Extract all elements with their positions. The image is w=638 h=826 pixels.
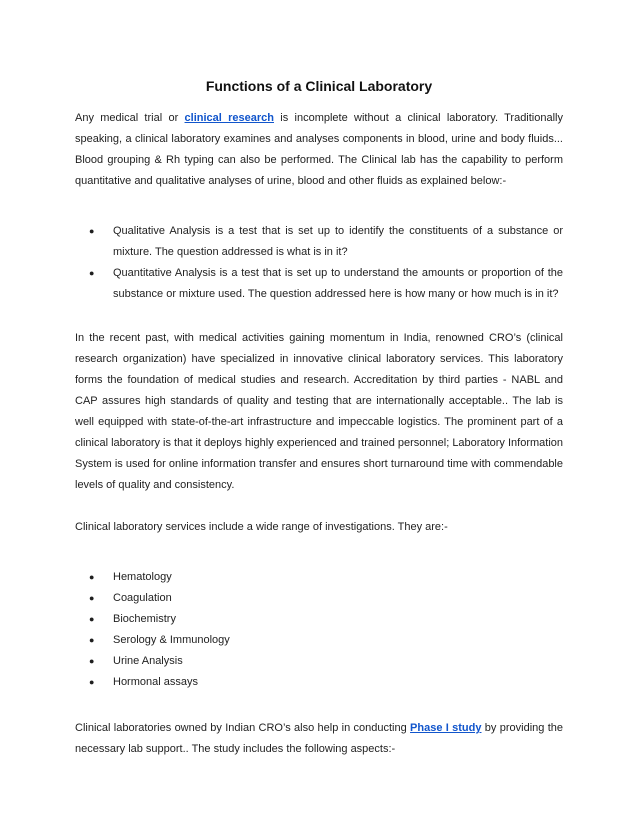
clinical-research-link[interactable]: clinical research bbox=[184, 112, 274, 124]
list-item bbox=[75, 588, 563, 609]
services-intro: Clinical laboratory services include a wide range of investigations. They are:- bbox=[75, 521, 448, 533]
bullet-icon: ● bbox=[89, 226, 95, 236]
analysis-list bbox=[75, 221, 563, 305]
closing-text-end: by providing the necessary lab support.. The study includes the following aspects:- bbox=[75, 722, 563, 755]
list-item bbox=[75, 221, 563, 263]
list-item bbox=[75, 651, 563, 672]
service-item-text: Hormonal assays bbox=[113, 676, 198, 688]
intro-paragraph bbox=[75, 108, 563, 192]
closing-text-start: Clinical laboratories owned by Indian CRO’s also help in conducting bbox=[75, 722, 411, 734]
bullet-icon: ● bbox=[89, 614, 95, 624]
bullet-icon: ● bbox=[89, 635, 95, 645]
closing-paragraph bbox=[75, 718, 563, 760]
page-title: Functions of a Clinical Laboratory bbox=[205, 78, 433, 94]
bullet-icon: ● bbox=[89, 656, 95, 666]
service-item-text: Urine Analysis bbox=[113, 655, 183, 667]
service-item-text: Coagulation bbox=[113, 592, 172, 604]
list-item bbox=[75, 609, 563, 630]
bullet-icon: ● bbox=[89, 268, 95, 278]
document-content bbox=[75, 70, 563, 760]
list-item bbox=[75, 672, 563, 693]
analysis-item-text: Qualitative Analysis is a test that is set up to identify the constituents of a substance or mixture. The question addressed is what is in it? bbox=[113, 225, 563, 258]
bullet-icon: ● bbox=[89, 677, 95, 687]
service-item-text: Biochemistry bbox=[113, 613, 176, 625]
service-item-text: Serology & Immunology bbox=[113, 634, 230, 646]
cro-paragraph: In the recent past, with medical activities gaining momentum in India, renowned CRO’s (clinical research organization) have specialized in innovative clinical laboratory services. This laboratory forms the foundation of medical studies and research. Accreditation by third parties - NABL and CAP assures high standards of quality and testing that are internationally acceptable.. The lab is well equipped with state-of-the-art infrastructure and impeccable logistics. The prominent part of a clinical laboratory is that it deploys highly experienced and trained personnel; Laboratory Information System is used for online information transfer and ensures short turnaround time with commendable levels of quality and consistency. bbox=[75, 332, 563, 491]
intro-text-start: Any medical trial or bbox=[75, 112, 185, 124]
service-item-text: Hematology bbox=[113, 571, 172, 583]
phase-one-study-link[interactable]: Phase I study bbox=[410, 722, 482, 734]
list-item bbox=[75, 263, 563, 305]
analysis-item-text: Quantitative Analysis is a test that is set up to understand the amounts or proportion of the substance or mixture used. The question addressed here is how many or how much is in it? bbox=[113, 267, 563, 300]
services-list bbox=[75, 567, 563, 693]
list-item bbox=[75, 630, 563, 651]
bullet-icon: ● bbox=[89, 572, 95, 582]
bullet-icon: ● bbox=[89, 593, 95, 603]
list-item bbox=[75, 567, 563, 588]
intro-text-end: is incomplete without a clinical laboratory. Traditionally speaking, a clinical laboratory examines and analyses components in blood, urine and body fluids... Blood grouping & Rh typing can also be performed. The Clinical lab has the capability to perform quantitative and qualitative analyses of urine, blood and other fluids as explained below:- bbox=[75, 112, 563, 187]
